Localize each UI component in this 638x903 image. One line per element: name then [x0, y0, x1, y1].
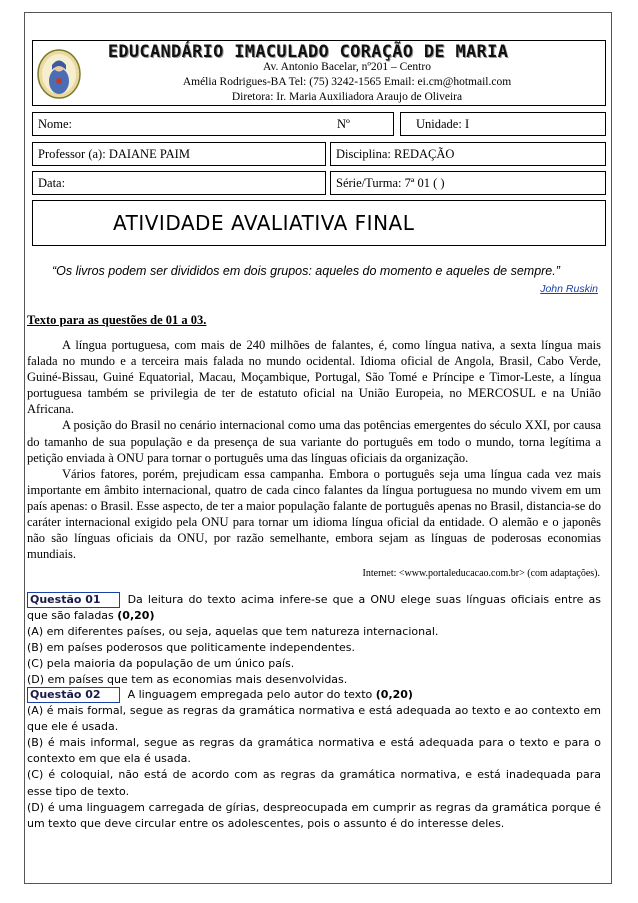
teacher-label: Professor (a): DAIANE PAIM — [38, 146, 190, 161]
question-stem — [27, 687, 601, 703]
question-text: Da leitura do texto acima infere-se que a ONU elege suas línguas oficiais entre as que são faladas — [27, 593, 601, 623]
question-label: Questão 02 — [27, 687, 120, 703]
school-contact: Amélia Rodrigues-BA Tel: (75) 3242-1565 Email: ei.cm@hotmail.com — [182, 76, 512, 88]
title-box — [32, 200, 606, 246]
question-01 — [27, 592, 601, 689]
question-points: (0,20) — [117, 609, 155, 623]
school-logo — [36, 48, 82, 100]
reading-paragraph: A língua portuguesa, com mais de 240 milhões de falantes, é, como língua nativa, a sexta língua mais falada no mundo e a terceira mais falada no mundo ocidental. Idioma oficial de Angola, Brasil, Cabo Verde, Guiné-Bissau, Guiné Equatorial, Macau, Moçambique, Portugal, São Tomé e Príncipe e Timor-Leste, a língua portuguesa também se privilegia de ter de estatuto oficial na União Europeia, no MERCOSUL e na União Africana. — [27, 338, 601, 417]
school-director: Diretora: Ir. Maria Auxiliadora Araujo de Oliveira — [231, 91, 463, 103]
subject-label: Disciplina: REDAÇÃO — [336, 146, 455, 161]
question-points: (0,20) — [375, 688, 413, 701]
page-title: ATIVIDADE AVALIATIVA FINAL — [113, 211, 415, 235]
school-address: Av. Antonio Bacelar, nº201 – Centro — [263, 61, 431, 73]
date-field[interactable] — [32, 171, 326, 195]
reading-paragraph: Vários fatores, porém, prejudicam essa campanha. Embora o português seja uma língua cada vez mais importante em âmbito internacional, quatro de cada cinco falantes da língua portuguesa no mundo vivem em um país apenas: o Brasil. Esse aspecto, de ter a maior população falante de português apenas no Brasil, distancia-se do caráter internacional exigido pela ONU para tornar um idioma língua oficial da entidade. O alemão e o japonês não são línguas oficiais da ONU, por razão semelhante, embora sejam as línguas de poderosas economias mundiais. — [27, 466, 601, 562]
reading-paragraph: A posição do Brasil no cenário internacional como uma das potências emergentes do século XXI, por causa do tamanho de sua população e da presença de sua variante do português em todo o mundo, torna legítima a petição enviada à ONU para tornar o português uma das línguas oficiais da organização. — [27, 418, 601, 465]
name-label: Nome: — [38, 116, 73, 131]
option-c[interactable]: (C) pela maioria da população de um único país. — [27, 657, 295, 671]
epigraph-quote: “Os livros podem ser divididos em dois grupos: aqueles do momento e aqueles de sempre.” — [52, 264, 560, 278]
option-d[interactable]: (D) é uma linguagem carregada de gírias, despreocupada em cumprir as regras da gramática porque é um texto que deve circular entre os adolescentes, pois o assunto é do interesse deles. — [27, 800, 601, 830]
question-02 — [27, 687, 601, 832]
subject-field — [330, 142, 606, 166]
date-label: Data: — [38, 175, 66, 190]
option-b[interactable]: (B) em países poderosos que politicamente independentes. — [27, 641, 356, 655]
reading-source: Internet: <www.portaleducacao.com.br> (com adaptações). — [362, 568, 600, 579]
unit-field — [400, 112, 606, 136]
reading-title: Texto para as questões de 01 a 03. — [27, 313, 207, 327]
option-a[interactable]: (A) é mais formal, segue as regras da gramática normativa e está adequada ao texto e ao contexto em que ele é usada. — [27, 704, 601, 734]
question-label: Questão 01 — [27, 592, 120, 608]
option-b[interactable]: (B) é mais informal, segue as regras da gramática normativa e está adequada para o texto e para o contexto em que ela é usada. — [27, 736, 601, 766]
unit-label: Unidade: I — [416, 116, 470, 131]
option-c[interactable]: (C) é coloquial, não está de acordo com as regras da gramática normativa, e está inadequada para esse tipo de texto. — [27, 768, 601, 798]
teacher-field — [32, 142, 326, 166]
school-name: EDUCANDÁRIO IMACULADO CORAÇÃO DE MARIA — [107, 42, 509, 62]
class-field[interactable] — [330, 171, 606, 195]
question-stem — [27, 592, 601, 624]
epigraph-author: John Ruskin — [540, 283, 598, 295]
number-label: Nº — [337, 116, 350, 131]
number-field[interactable] — [332, 112, 394, 136]
question-text: A linguagem empregada pelo autor do texto — [127, 688, 373, 701]
option-a[interactable]: (A) em diferentes países, ou seja, aquelas que tem natureza internacional. — [27, 625, 439, 639]
option-d[interactable]: (D) em países que tem as economias mais desenvolvidas. — [27, 673, 348, 687]
class-label: Série/Turma: 7ª 01 ( ) — [336, 175, 445, 190]
reading-text — [27, 337, 601, 562]
